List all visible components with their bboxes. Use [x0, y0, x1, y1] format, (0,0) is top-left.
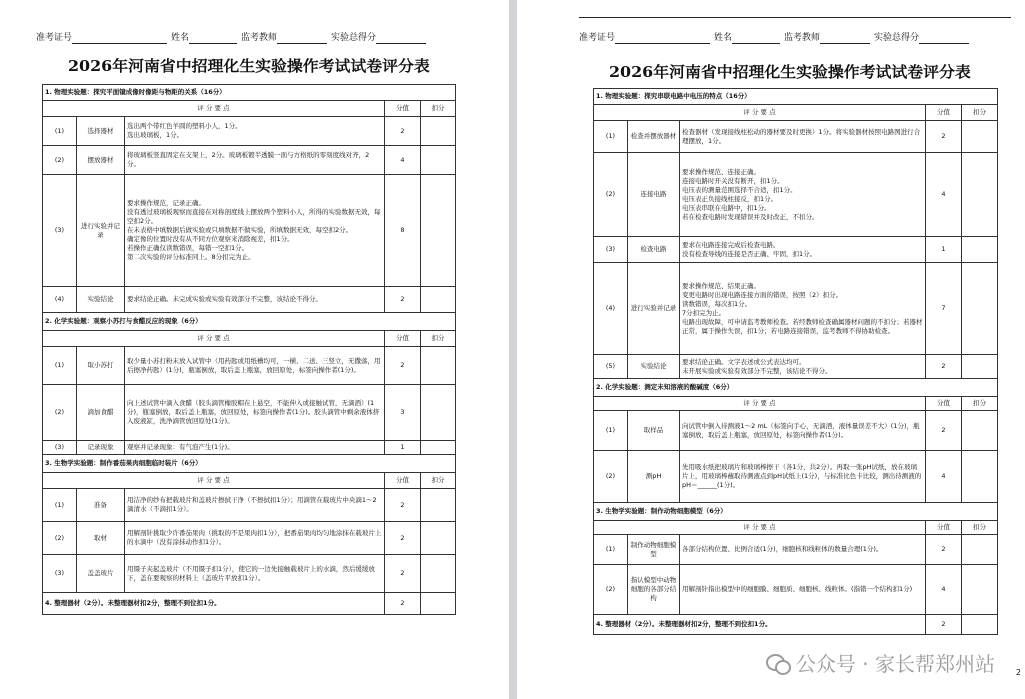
deduct-cell	[421, 489, 456, 522]
points-header: 评 分 要 点	[594, 105, 926, 121]
row-step: 实验结论	[628, 355, 680, 379]
row-score: 1	[926, 237, 962, 263]
row-step: 摆放器材	[77, 146, 125, 175]
row-criteria: 各部分结构位置、比例合适(1分)，细胞核和线粒体的数量合理(1分)。	[680, 535, 926, 565]
row-criteria: 要求在电路连接完成后检查电路。 没有检查导线的连接是否正确、牢固，扣1分。	[680, 237, 926, 263]
row-criteria: 取少量小苏打粉末放入试管中（用药匙或用纸槽均可，一横、二送、三竖立，无撒落，用后擦净药匙）(1分)，瓶塞倒放，取后盖上瓶塞，放回原处，标签向操作者(1分)。	[125, 347, 385, 385]
row-score: 2	[385, 489, 421, 522]
page-number: 2	[1015, 668, 1021, 677]
row-step: 滴加食醋	[77, 385, 125, 441]
row-step: 指认模型中动物细胞的各部分结构	[628, 565, 680, 615]
chemistry-header-row	[43, 331, 456, 347]
row-number: (3)	[43, 175, 77, 287]
row-criteria: 要求操作规范，记录正确。 没有透过玻璃板观察而直接在对称剖度线上摆放两个塑料小人，所得的实验数据无效，每空扣2分。 在未表格中填数据后做实验或只填数据不做实验，所填数据无效，每空扣2分。 确定像的位置时没有从不同方位观察来消除视差，扣1分。 若操作正确仅读数错误，每错一空扣1分。 第二次实验的评分标准同上。8分扣完为止。	[125, 175, 385, 287]
deduct-cell	[962, 565, 998, 615]
row-criteria: 向试管中倒入待测液1～2 mL（标签向手心，无滴洒，液体量误差不大）(1分)，瓶塞倒放，取后盖上瓶塞，放回原处，标签向操作者(1分)。	[680, 411, 926, 451]
biology-section-title: 3. 生物学实验题：制作动物细胞模型（6分）	[594, 503, 998, 521]
table-row	[594, 411, 998, 451]
biology-header-row	[43, 473, 456, 489]
row-number: (2)	[43, 146, 77, 175]
cleanup-score: 2	[926, 615, 962, 635]
row-score: 2	[385, 347, 421, 385]
deduct-cell	[421, 555, 456, 593]
deduct-cell	[421, 347, 456, 385]
table-row	[594, 263, 998, 355]
score-header: 分值	[385, 473, 421, 489]
row-score: 4	[926, 565, 962, 615]
left-page	[0, 0, 509, 699]
row-criteria: 观察并记录现象：有气泡产生(1分)。	[125, 441, 385, 455]
row-criteria: 用洁净的纱布把载玻片和盖玻片擦拭干净（不擦拭扣1分）；用滴管在载玻片中央滴1～2滴清水（不滴扣1分）。	[125, 489, 385, 522]
deduct-cell	[962, 121, 998, 153]
row-criteria: 用解剖针挑取少许番茄果肉（挑取的不是果肉扣1分），把番茄果肉均匀地涂抹在载玻片上的水滴中（没有涂抹动作扣1分）。	[125, 522, 385, 555]
row-criteria: 将玻璃板竖直固定在支架上，2分。玻璃板镀半透膜一面与方格纸的零刻度线对齐，2分。	[125, 146, 385, 175]
deduct-cell	[421, 175, 456, 287]
deduct-header: 扣分	[421, 101, 456, 117]
row-score: 2	[926, 355, 962, 379]
row-step: 盖盖玻片	[77, 555, 125, 593]
exam-header	[579, 32, 973, 44]
deduct-cell	[962, 263, 998, 355]
row-number: (4)	[594, 263, 628, 355]
total-score-label: 实验总得分	[874, 33, 920, 43]
row-step: 检查并摆放器材	[628, 121, 680, 153]
row-score: 3	[385, 385, 421, 441]
score-table-left	[42, 84, 456, 615]
row-number: (2)	[594, 153, 628, 237]
cleanup-score: 2	[385, 593, 421, 615]
row-score: 2	[385, 117, 421, 146]
row-score: 2	[385, 555, 421, 593]
score-header: 分值	[926, 521, 962, 535]
teacher-label: 监考教师	[241, 33, 278, 43]
table-row	[594, 535, 998, 565]
row-score: 1	[385, 441, 421, 455]
table-row	[594, 355, 998, 379]
deduct-cell	[962, 451, 998, 503]
row-step: 检查电路	[628, 237, 680, 263]
chemistry-section-title: 2. 化学实验题：观察小苏打与食醋反应的现象（6分）	[43, 313, 456, 331]
watermark	[766, 648, 995, 677]
deduct-header: 扣分	[962, 397, 998, 411]
row-step: 取样品	[628, 411, 680, 451]
row-criteria: 选出两个带红色羊圆的塑料小人，1分。 选出玻璃板，1分。	[125, 117, 385, 146]
points-header: 评 分 要 点	[43, 473, 385, 489]
table-row	[594, 565, 998, 615]
top-rule	[579, 17, 1011, 18]
row-number: (1)	[594, 535, 628, 565]
row-step: 测pH	[628, 451, 680, 503]
row-score: 2	[926, 535, 962, 565]
row-number: (3)	[43, 555, 77, 593]
table-row	[43, 117, 456, 146]
points-header: 评 分 要 点	[594, 397, 926, 411]
watermark-text: 公众号 · 家长帮郑州站	[795, 652, 995, 676]
physics-header-row	[43, 101, 456, 117]
points-header: 评 分 要 点	[43, 331, 385, 347]
total-score-blank	[919, 33, 969, 44]
deduct-header: 扣分	[421, 331, 456, 347]
deduct-header: 扣分	[962, 105, 998, 121]
row-criteria: 要求结论正确。文字表述或公式表达均可。 未开展实验或实验有效部分不完整，该结论不得分。	[680, 355, 926, 379]
name-label: 姓名	[714, 33, 733, 43]
physics-section-title: 1. 物理实验题：探究串联电路中电压的特点（16分）	[594, 89, 998, 105]
score-header: 分值	[385, 331, 421, 347]
deduct-cell	[421, 522, 456, 555]
exam-no-blank	[72, 33, 167, 44]
physics-section-row	[594, 89, 998, 105]
table-row	[43, 489, 456, 522]
row-step: 取材	[77, 522, 125, 555]
teacher-blank	[820, 33, 870, 44]
table-row	[594, 121, 998, 153]
chemistry-header-row	[594, 397, 998, 411]
row-number: (1)	[594, 121, 628, 153]
page-title: 2026年河南省中招理化生实验操作考试试卷评分表	[68, 57, 430, 75]
score-table-right	[593, 88, 998, 635]
biology-section-row	[43, 455, 456, 473]
table-row	[594, 153, 998, 237]
row-number: (1)	[43, 489, 77, 522]
row-score: 4	[385, 146, 421, 175]
points-header: 评 分 要 点	[43, 101, 385, 117]
row-criteria: 用解剖针指出模型中的细胞膜、细胞质、细胞核、线粒体。(指错一个结构扣1分)	[680, 565, 926, 615]
row-number: (3)	[43, 441, 77, 455]
row-number: (3)	[594, 237, 628, 263]
cleanup-text: 4. 整理器材（2分）。未整理器材扣2分，整理不到位扣1分。	[43, 593, 385, 615]
row-step: 记录现象	[77, 441, 125, 455]
biology-section-title: 3. 生物学实验题：制作番茄果肉细胞临时装片（6分）	[43, 455, 456, 473]
exam-no-blank	[615, 33, 710, 44]
deduct-cell	[421, 385, 456, 441]
name-label: 姓名	[171, 33, 190, 43]
table-row	[43, 347, 456, 385]
table-row	[43, 555, 456, 593]
row-criteria: 用镊子夹起盖玻片（不用镊子扣1分），使它的一边先接触载玻片上的水滴，然后缓缓放下，盖在要观察的材料上（盖玻片平放扣1分）。	[125, 555, 385, 593]
row-number: (5)	[594, 355, 628, 379]
chemistry-section-row	[594, 379, 998, 397]
row-step: 制作动物细胞模型	[628, 535, 680, 565]
table-row	[594, 237, 998, 263]
exam-no-label: 准考证号	[579, 33, 616, 43]
physics-section-title: 1. 物理实验题：探究平面镜成像时像距与物距的关系（16分）	[43, 85, 456, 101]
row-step: 进行实验并记录	[77, 175, 125, 287]
cleanup-row	[43, 593, 456, 615]
table-row	[43, 175, 456, 287]
row-criteria: 要求操作规范、结果正确。 变更电路时出现电路连接方面的错误，按照（2）扣分。 读数错误，每次扣1分。 7分扣完为止。 电路出现故障，可申请监考教师检查。若经教师检查确属器材问题的不扣分；若器材正常，属于操作失误，扣1分；若电路连接错误，监考教师不得协助检查。	[680, 263, 926, 355]
deduct-cell	[962, 535, 998, 565]
table-row	[594, 451, 998, 503]
table-row	[43, 287, 456, 313]
score-header: 分值	[926, 105, 962, 121]
table-row	[43, 146, 456, 175]
total-score-label: 实验总得分	[331, 33, 377, 43]
deduct-cell	[421, 593, 456, 615]
row-score: 4	[926, 451, 962, 503]
deduct-cell	[962, 615, 998, 635]
row-criteria: 要求结论正确。未完成实验或实验有效部分不完整，该结论不得分。	[125, 287, 385, 313]
chemistry-section-title: 2. 化学实验题：测定未知溶液的酸碱度（6分）	[594, 379, 998, 397]
row-score: 2	[926, 411, 962, 451]
row-score: 4	[926, 153, 962, 237]
row-criteria: 要求操作规范、连接正确。 连接电路时开关没有断开，扣1分。 电压表的测量范围选择不合适，扣1分。 电压表正负接线柱接反，扣1分。 电压表串联在电路中，扣1分。 若在检查电路时发现错误并及时改正，不扣分。	[680, 153, 926, 237]
row-score: 2	[385, 287, 421, 313]
cleanup-row	[594, 615, 998, 635]
deduct-cell	[962, 237, 998, 263]
row-criteria: 先用吸水纸把玻璃片和玻璃棒擦干（各1分，共2分）。再取一张pH试纸，放在玻璃片上，用玻璃棒蘸取待测液点到pH试纸上(1分)，与标准比色卡比较，测出待测液的pH＝______(1分)。	[680, 451, 926, 503]
row-score: 7	[926, 263, 962, 355]
teacher-label: 监考教师	[784, 33, 821, 43]
page-title: 2026年河南省中招理化生实验操作考试试卷评分表	[609, 63, 971, 81]
deduct-cell	[421, 117, 456, 146]
cleanup-text: 4. 整理器材（2分）。未整理器材扣2分，整理不到位扣1分。	[594, 615, 926, 635]
row-score: 2	[926, 121, 962, 153]
row-step: 进行实验并记录	[628, 263, 680, 355]
row-step: 实验结论	[77, 287, 125, 313]
row-number: (4)	[43, 287, 77, 313]
table-row	[43, 441, 456, 455]
table-row	[43, 522, 456, 555]
row-number: (1)	[594, 411, 628, 451]
biology-header-row	[594, 521, 998, 535]
table-row	[43, 385, 456, 441]
biology-section-row	[594, 503, 998, 521]
row-criteria: 向上述试管中滴入食醋（胶头滴管橡胶帽在上悬空，不能伸入或接触试管，无滴洒）(1分)，瓶塞倒放，取后盖上瓶塞，放回原处，标签向操作者(1分)。胶头滴管中剩余液体挤入废液缸，洗净滴管放回原处(1分)。	[125, 385, 385, 441]
deduct-header: 扣分	[962, 521, 998, 535]
right-page	[517, 0, 1025, 699]
deduct-cell	[962, 153, 998, 237]
score-header: 分值	[385, 101, 421, 117]
teacher-blank	[277, 33, 327, 44]
exam-header	[36, 32, 430, 44]
row-step: 取小苏打	[77, 347, 125, 385]
deduct-cell	[962, 411, 998, 451]
total-score-blank	[376, 33, 426, 44]
deduct-header: 扣分	[421, 473, 456, 489]
row-number: (2)	[594, 451, 628, 503]
row-number: (2)	[43, 385, 77, 441]
chemistry-section-row	[43, 313, 456, 331]
row-score: 8	[385, 175, 421, 287]
deduct-cell	[962, 355, 998, 379]
physics-section-row	[43, 85, 456, 101]
row-score: 2	[385, 522, 421, 555]
deduct-cell	[421, 146, 456, 175]
row-number: (1)	[43, 347, 77, 385]
name-blank	[189, 33, 237, 44]
row-number: (2)	[594, 565, 628, 615]
points-header: 评 分 要 点	[594, 521, 926, 535]
row-step: 连接电路	[628, 153, 680, 237]
row-criteria: 检查器材（发现接线柱松动的器材要及时更换）1分。将实验器材按照电路图进行合理摆放，1分。	[680, 121, 926, 153]
row-number: (1)	[43, 117, 77, 146]
deduct-cell	[421, 441, 456, 455]
row-number: (2)	[43, 522, 77, 555]
row-step: 准备	[77, 489, 125, 522]
page-gutter	[509, 0, 517, 699]
wechat-icon	[766, 652, 790, 674]
row-step: 选择器材	[77, 117, 125, 146]
physics-header-row	[594, 105, 998, 121]
score-header: 分值	[926, 397, 962, 411]
exam-no-label: 准考证号	[36, 33, 73, 43]
name-blank	[732, 33, 780, 44]
deduct-cell	[421, 287, 456, 313]
